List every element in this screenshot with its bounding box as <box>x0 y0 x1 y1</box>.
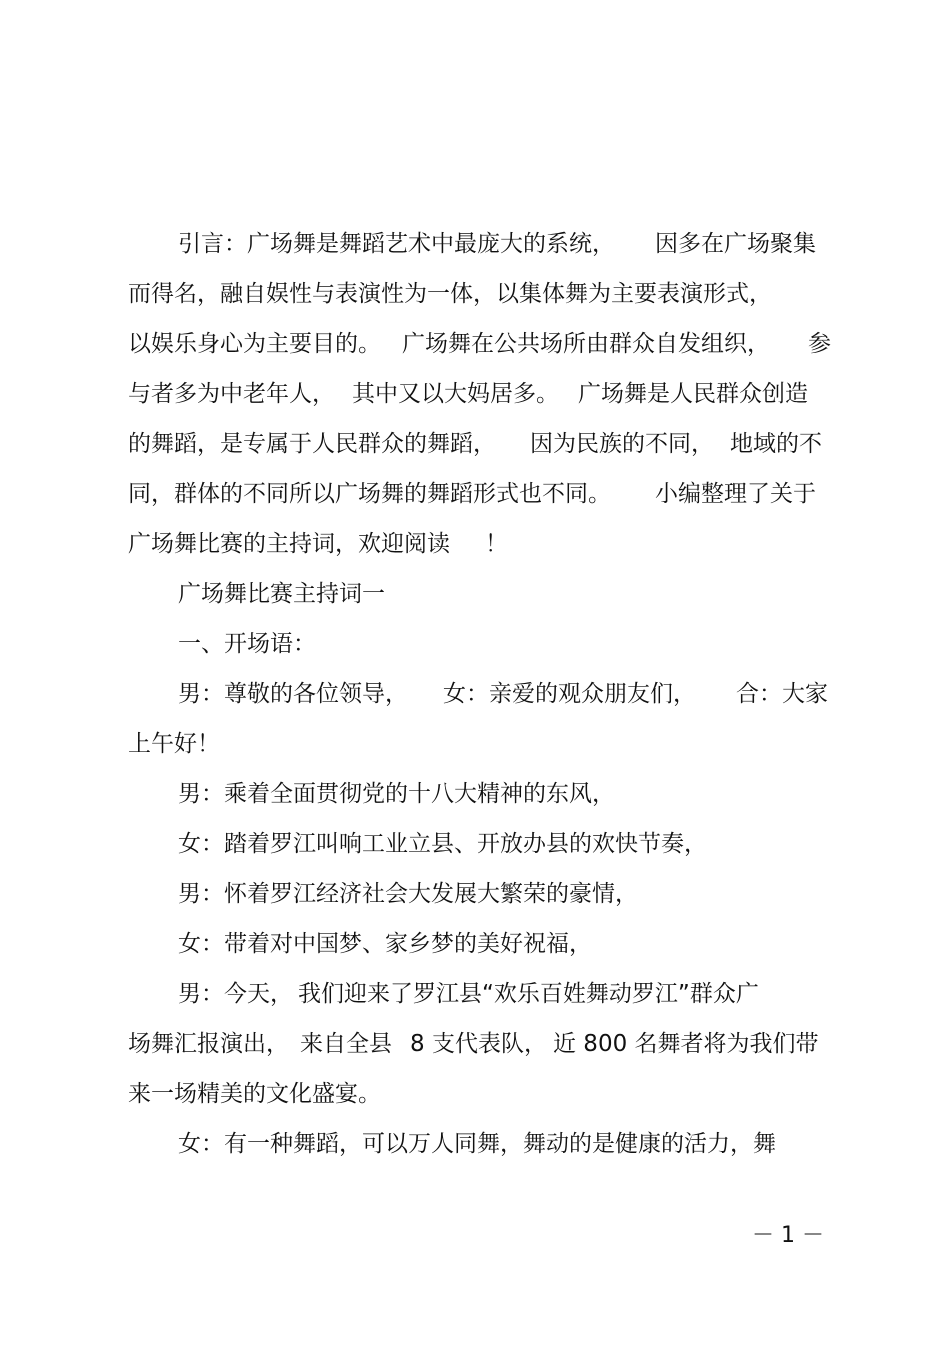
text-line <box>0 224 950 264</box>
text-segment: 参 <box>808 331 831 357</box>
text-segment: 广场舞在公共场所由群众自发组织， <box>402 331 770 357</box>
text-segment: 地域的不 <box>730 431 822 457</box>
text-segment: 其中又以大妈居多。 <box>352 381 559 407</box>
text-segment: 女：带着对中国梦、家乡梦的美好祝福， <box>178 931 592 957</box>
text-segment: 来自全县 <box>300 1031 392 1057</box>
text-segment: 广场舞比赛的主持词，欢迎阅读 <box>128 531 450 557</box>
text-segment: 8 支代表队， <box>410 1031 547 1057</box>
text-line <box>0 874 950 914</box>
text-line <box>0 724 950 764</box>
text-line <box>0 374 950 414</box>
text-line <box>0 974 950 1014</box>
text-segment: 女：踏着罗江叫响工业立县、开放办县的欢快节奏， <box>178 831 707 857</box>
text-segment: 女：亲爱的观众朋友们， <box>443 681 696 707</box>
page-number: － 1 － <box>752 1223 824 1248</box>
text-segment: 引言：广场舞是舞蹈艺术中最庞大的系统， <box>178 231 615 257</box>
text-line <box>0 524 950 564</box>
text-line <box>0 1024 950 1064</box>
text-segment: 以娱乐身心为主要目的。 <box>128 331 381 357</box>
text-line <box>0 1074 950 1114</box>
text-segment: 我们迎来了罗江县“欢乐百姓舞动罗江”群众广 <box>298 981 759 1007</box>
text-segment: 而得名，融自娱性与表演性为一体，以集体舞为主要表演形式， <box>128 281 772 307</box>
text-segment: 合：大家 <box>736 681 828 707</box>
text-segment: 场舞汇报演出， <box>128 1031 289 1057</box>
text-line <box>0 774 950 814</box>
text-line <box>0 324 950 364</box>
text-line <box>0 274 950 314</box>
text-segment: 上午好！ <box>128 731 220 757</box>
text-segment: 男：怀着罗江经济社会大发展大繁荣的豪情， <box>178 881 638 907</box>
text-segment: 广场舞比赛主持词一 <box>178 581 385 607</box>
text-segment: 的舞蹈，是专属于人民群众的舞蹈， <box>128 431 496 457</box>
text-segment: 近 800 名舞者将为我们带 <box>553 1031 819 1057</box>
text-segment: 因为民族的不同， <box>530 431 714 457</box>
text-segment: 一、开场语： <box>178 631 316 657</box>
text-segment: 女：有一种舞蹈，可以万人同舞，舞动的是健康的活力，舞 <box>178 1131 776 1157</box>
text-segment: 来一场精美的文化盛宴。 <box>128 1081 381 1107</box>
text-segment: 广场舞是人民群众创造 <box>578 381 808 407</box>
text-segment: 同，群体的不同所以广场舞的舞蹈形式也不同。 <box>128 481 611 507</box>
text-segment: 因多在广场聚集 <box>655 231 816 257</box>
text-line <box>0 824 950 864</box>
text-segment: 小编整理了关于 <box>655 481 816 507</box>
text-segment: ！ <box>485 531 508 557</box>
text-line <box>0 474 950 514</box>
text-line <box>0 624 950 664</box>
text-line <box>0 1124 950 1164</box>
text-segment: 男：今天， <box>178 981 293 1007</box>
text-line <box>0 574 950 614</box>
text-segment: 男：尊敬的各位领导， <box>178 681 408 707</box>
text-line <box>0 674 950 714</box>
text-segment: 与者多为中老年人， <box>128 381 335 407</box>
text-segment: 男：乘着全面贯彻党的十八大精神的东风， <box>178 781 615 807</box>
text-line <box>0 424 950 464</box>
text-line <box>0 924 950 964</box>
